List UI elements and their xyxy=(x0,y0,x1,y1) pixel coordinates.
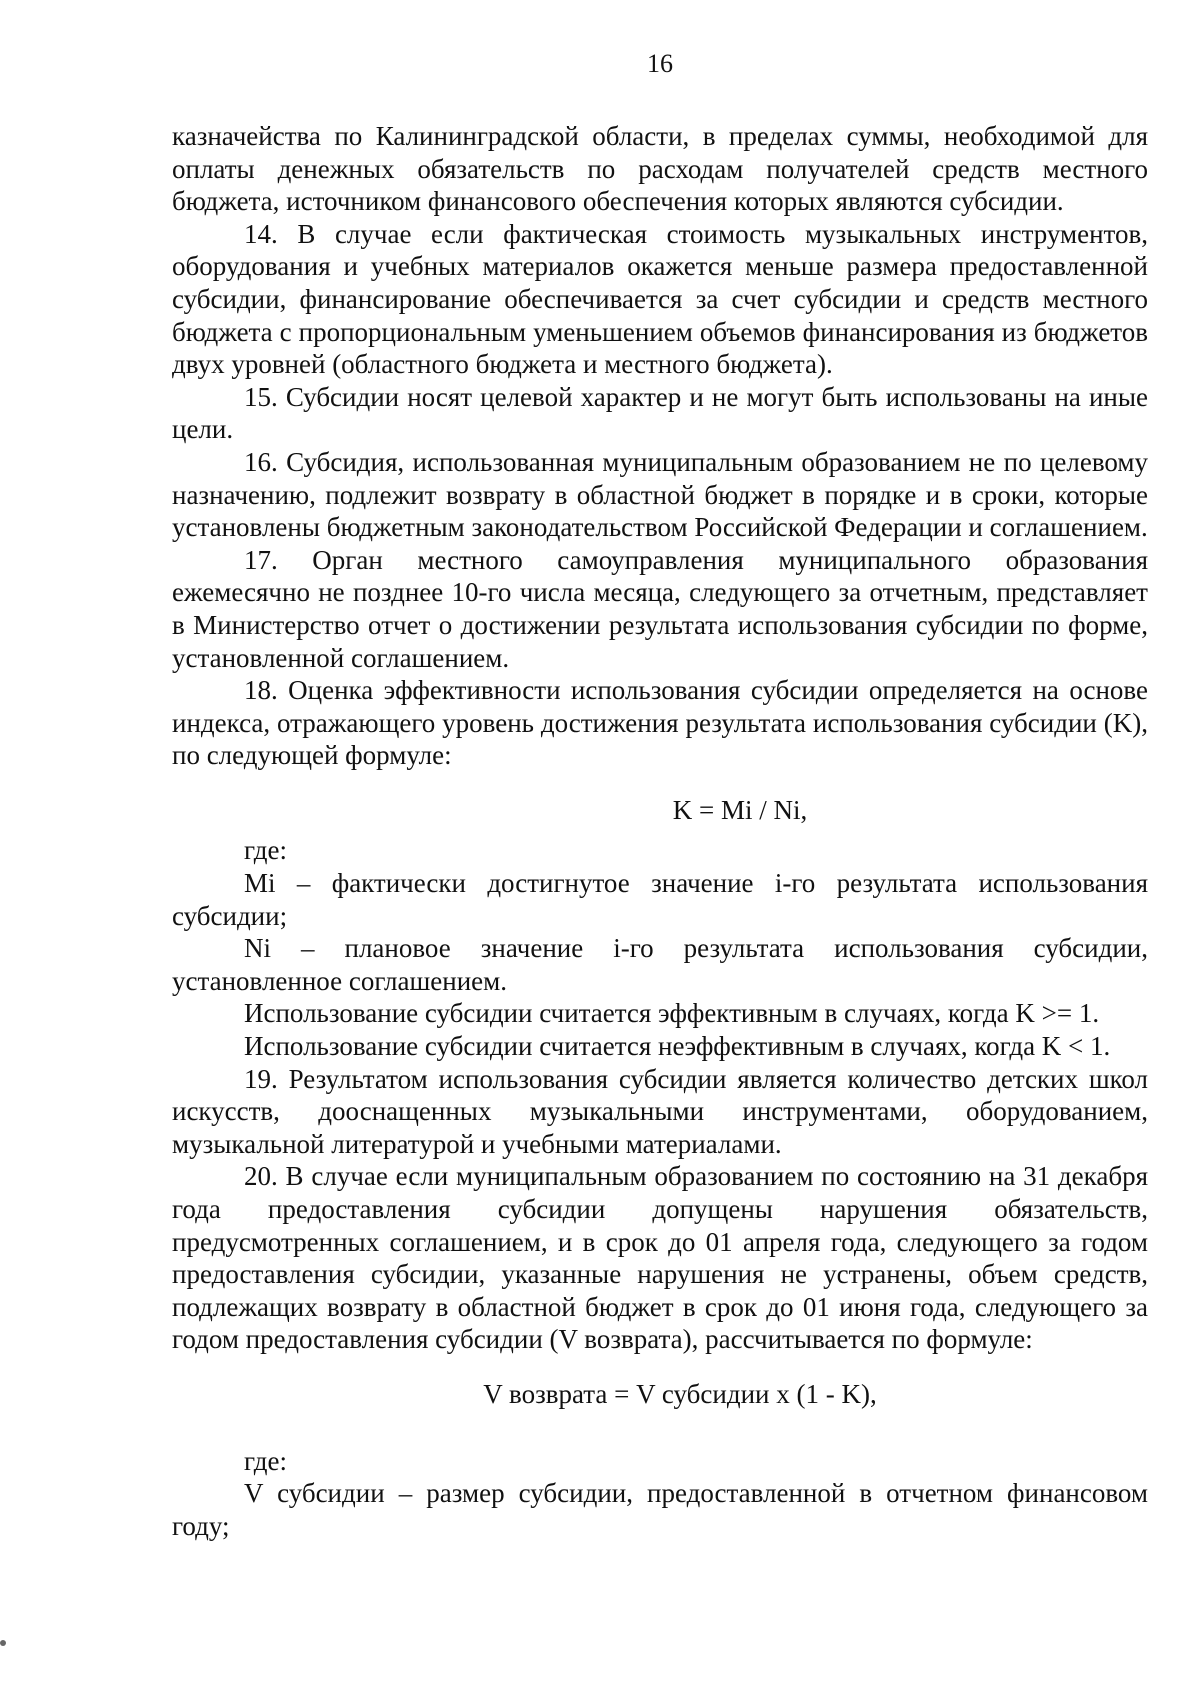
where-label: где: xyxy=(244,835,287,866)
paragraph-14: 14. В случае если фактическая стоимость музыкальных инструментов, оборудования и учебных материалов окажется меньше размера предоставленной субсидии, финансирование обеспечивается за счет субсидии и средств местного бюджета с пропорциональным уменьшением объемов финансирования из бюджетов двух уровней (областного бюджета и местного бюджета). xyxy=(172,218,1148,380)
paragraph-17: 17. Орган местного самоуправления муниципального образования ежемесячно не позднее 10-го числа месяца, следующего за отчетным, представляет в Министерство отчет о достижении результата использования субсидии по форме, установленной соглашением. xyxy=(172,544,1148,673)
definition-mi: Mi – фактически достигнутое значение i-го результата использования субсидии; xyxy=(172,868,1148,931)
effective-condition: Использование субсидии считается эффективным в случаях, когда K >= 1. xyxy=(244,998,1100,1029)
paragraph-19: 19. Результатом использования субсидии является количество детских школ искусств, дооснащенных музыкальными инструментами, оборудованием, музыкальной литературой и учебными материалами. xyxy=(172,1063,1148,1159)
definition-ni: Ni – плановое значение i-го результата использования субсидии, установленное соглашением. xyxy=(172,933,1148,996)
refund-formula: V возврата = V субсидии x (1 - K), xyxy=(483,1378,877,1409)
paragraph-13-continuation: казначейства по Калининградской области, в пределах суммы, необходимой для оплаты денежных обязательств по расходам получателей средств местного бюджета, источником финансового обеспечения которых являются субсидии. xyxy=(172,121,1148,217)
definition-v-subsidy: V субсидии – размер субсидии, предоставленной в отчетном финансовом году; xyxy=(172,1478,1148,1541)
paragraph-18: 18. Оценка эффективности использования субсидии определяется на основе индекса, отражающего уровень достижения результата использования субсидии (K), по следующей формуле: xyxy=(172,675,1148,771)
paragraph-20: 20. В случае если муниципальным образованием по состоянию на 31 декабря года предоставления субсидии допущены нарушения обязательств, предусмотренных соглашением, и в срок до 01 апреля года, следующего за годом предоставления субсидии, указанные нарушения не устранены, объем средств, подлежащих возврату в областной бюджет в срок до 01 июня года, следующего за годом предоставления субсидии (V возврата), рассчитывается по формуле: xyxy=(172,1161,1148,1355)
where-label-2: где: xyxy=(244,1445,287,1476)
paragraph-15: 15. Субсидии носят целевой характер и не могут быть использованы на иные цели. xyxy=(172,381,1148,445)
document-body xyxy=(172,120,1148,1542)
scan-mark xyxy=(0,1640,6,1646)
ineffective-condition: Использование субсидии считается неэффективным в случаях, когда K < 1. xyxy=(244,1031,1111,1062)
efficiency-formula: K = Mi / Ni, xyxy=(672,794,808,825)
paragraph-16: 16. Субсидия, использованная муниципальным образованием не по целевому назначению, подлежит возврату в областной бюджет в порядке и в сроки, которые установлены бюджетным законодательством Российской Федерации и соглашением. xyxy=(172,446,1148,543)
page-number: 16 xyxy=(647,49,673,78)
